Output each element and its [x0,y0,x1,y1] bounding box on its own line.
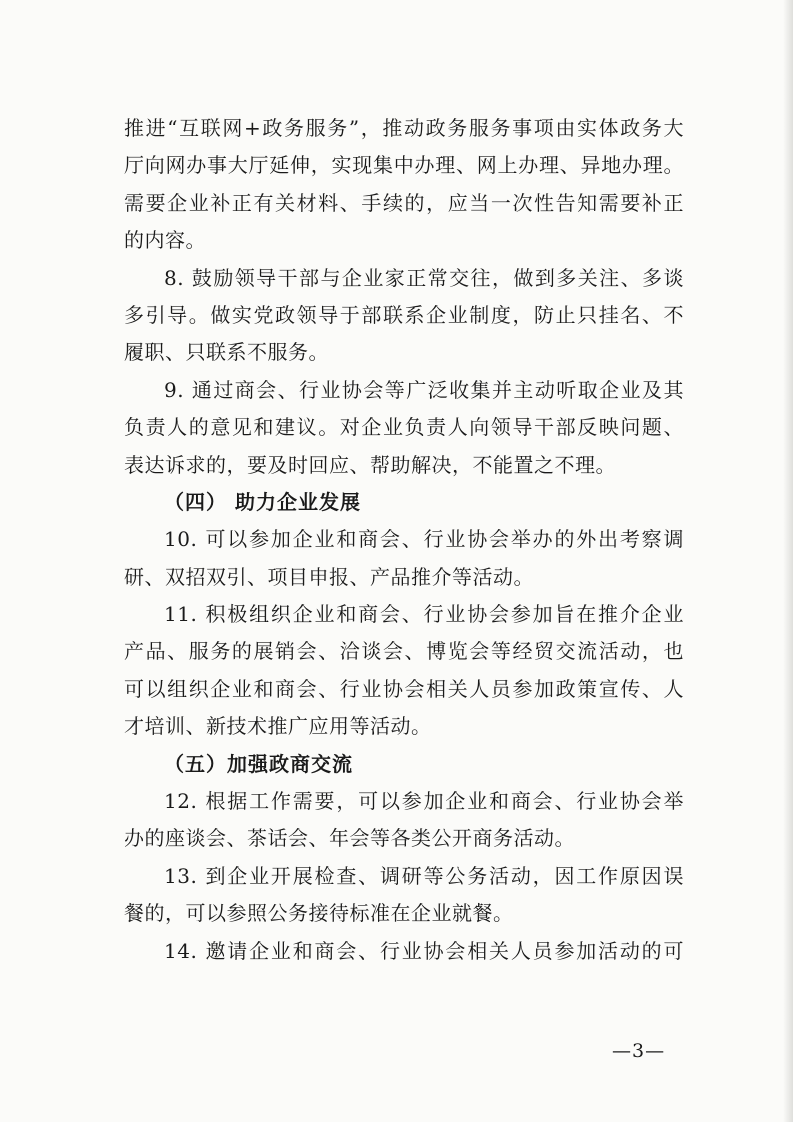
section-heading-5: （五）加强政商交流 [164,751,353,776]
text-line: 推进“互联网+政务服务”，推动政务服务事项由实体政务大 [124,116,684,140]
text-line: 的内容。 [124,228,206,253]
text-line: 餐的，可以参照公务接待标准在企业就餐。 [124,901,514,926]
item-8-first-line: 8. 鼓励领导干部与企业家正常交往，做到多关注、多谈 [164,265,684,290]
text-line: 研、双招双引、项目申报、产品推介等活动。 [124,564,534,589]
section-heading-4: （四） 助力企业发展 [164,489,361,514]
text-line: 办的座谈会、茶话会、年会等各类公开商务活动。 [124,826,575,851]
item-10-first-line: 10. 可以参加企业和商会、行业协会举办的外出考察调 [164,527,684,552]
text-line: 产品、服务的展销会、洽谈会、博览会等经贸交流活动，也 [124,639,684,664]
text-line: 多引导。做实党政领导于部联系企业制度，防止只挂名、不 [124,302,684,327]
item-11-first-line: 11. 积极组织企业和商会、行业协会参加旨在推介企业 [164,602,684,627]
text-line: 负责人的意见和建议。对企业负责人向领导干部反映问题、 [124,415,684,440]
text-line: 表达诉求的，要及时回应、帮助解决，不能置之不理。 [124,452,616,477]
item-9-first-line: 9. 通过商会、行业协会等广泛收集并主动听取企业及其 [164,377,684,402]
item-14-first-line: 14. 邀请企业和商会、行业协会相关人员参加活动的可 [164,938,684,963]
text-line: 可以组织企业和商会、行业协会相关人员参加政策宣传、人 [124,676,684,701]
scan-edge-shadow [783,0,793,1122]
text-line: 履职、只联系不服务。 [124,340,329,365]
item-13-first-line: 13. 到企业开展检查、调研等公务活动，因工作原因误 [164,863,684,888]
text-line: 厅向网办事大厅延伸，实现集中办理、网上办理、异地办理。 [124,153,684,178]
page-number: —3— [612,1040,666,1062]
text-line: 需要企业补正有关材料、手续的，应当一次性告知需要补正 [124,190,684,215]
item-12-first-line: 12. 根据工作需要，可以参加企业和商会、行业协会举 [164,789,684,814]
text-line: 才培训、新技术推广应用等活动。 [124,714,432,739]
body-text [124,110,684,970]
